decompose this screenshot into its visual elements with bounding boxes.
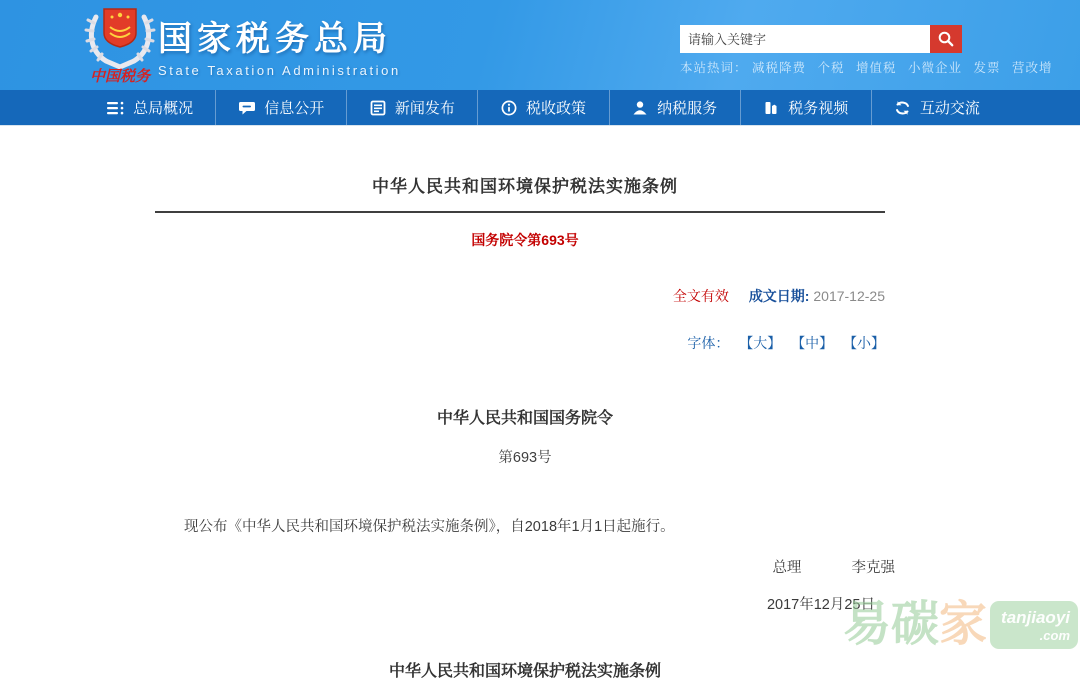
font-size-label: 字体：: [687, 335, 730, 351]
font-size-large-button[interactable]: 【大】: [739, 335, 782, 351]
person-icon: [632, 100, 648, 116]
nav-item-tax-video[interactable]: [741, 90, 872, 125]
document-content: [155, 172, 895, 681]
validity-status: 全文有效: [672, 288, 729, 304]
issue-date-value: 2017-12-25: [813, 288, 885, 304]
hot-word-link[interactable]: 发票: [973, 61, 1001, 75]
nav-item-label: 纳税服务: [657, 100, 718, 117]
title-divider: [155, 211, 885, 213]
watermark-text-orange: 家: [938, 598, 987, 651]
document-body-paragraph: 现公布《中华人民共和国环境保护税法实施条例》，自2018年1月1日起施行。: [184, 519, 675, 535]
hot-words: [680, 58, 1060, 76]
issue-date-label: 成文日期:: [748, 288, 810, 304]
nav-item-info-disclosure[interactable]: [216, 90, 347, 125]
hot-word-link[interactable]: 小微企业: [908, 61, 963, 75]
tax-emblem-icon: [82, 3, 158, 87]
hot-word-link[interactable]: 减税降费: [752, 61, 807, 75]
menu-icon: [107, 100, 124, 116]
nav-item-label: 新闻发布: [394, 100, 455, 117]
logo-caption: 中国税务: [89, 69, 151, 85]
nav-item-label: 税收政策: [525, 100, 586, 117]
nav-item-tax-policy[interactable]: [478, 90, 609, 125]
hot-word-link[interactable]: 增值税: [856, 61, 897, 75]
sync-arrows-icon: [894, 100, 911, 116]
search-area: [680, 25, 962, 53]
site-header: [0, 0, 1080, 90]
main-nav: [0, 90, 1080, 126]
font-size-selector: [155, 333, 895, 353]
document-meta: [155, 286, 895, 306]
sign-date: 2017年12月25日: [766, 596, 875, 613]
nav-item-label: 互动交流: [919, 100, 980, 117]
nav-item-label: 税务视频: [788, 100, 849, 117]
site-title-block: [158, 11, 401, 78]
signer-name: 李克强: [851, 559, 895, 576]
site-title: 国家税务总局: [158, 20, 392, 58]
signer-title: 总理: [772, 559, 802, 576]
watermark-text-green: 易碳: [842, 598, 939, 651]
order-title: 中华人民共和国国务院令: [436, 410, 613, 427]
decree-number: 国务院令第693号: [471, 232, 579, 248]
nav-item-taxpayer-service[interactable]: [610, 90, 741, 125]
watermark-badge: [990, 601, 1078, 649]
hot-words-label: 本站热词：: [680, 61, 748, 75]
font-size-small-button[interactable]: 【小】: [843, 335, 885, 351]
signer-line: [155, 556, 895, 577]
search-input[interactable]: [680, 25, 930, 53]
section-title: 中华人民共和国环境保护税法实施条例: [388, 662, 661, 680]
order-number: 第693号: [498, 450, 552, 466]
nav-item-news[interactable]: [347, 90, 478, 125]
watermark-badge-line1: tanjiaoyi: [1001, 607, 1070, 627]
nav-item-interaction[interactable]: [872, 90, 1002, 125]
font-size-medium-button[interactable]: 【中】: [791, 335, 834, 351]
site-subtitle: State Taxation Administration: [158, 63, 401, 78]
video-icon: [763, 100, 779, 116]
document-title: 中华人民共和国环境保护税法实施条例: [372, 177, 678, 196]
site-logo[interactable]: [82, 3, 158, 87]
hot-word-link[interactable]: 个税: [817, 61, 845, 75]
nav-item-overview[interactable]: [85, 90, 216, 125]
chat-bubble-icon: [238, 100, 255, 116]
search-button[interactable]: [930, 25, 962, 53]
nav-item-label: 总局概况: [133, 100, 194, 117]
news-icon: [370, 100, 386, 116]
search-icon: [937, 30, 955, 48]
info-circle-icon: [501, 100, 517, 116]
watermark-badge-line2: .com: [1039, 627, 1070, 643]
nav-item-label: 信息公开: [264, 100, 325, 117]
hot-word-link[interactable]: 营改增: [1012, 61, 1053, 75]
